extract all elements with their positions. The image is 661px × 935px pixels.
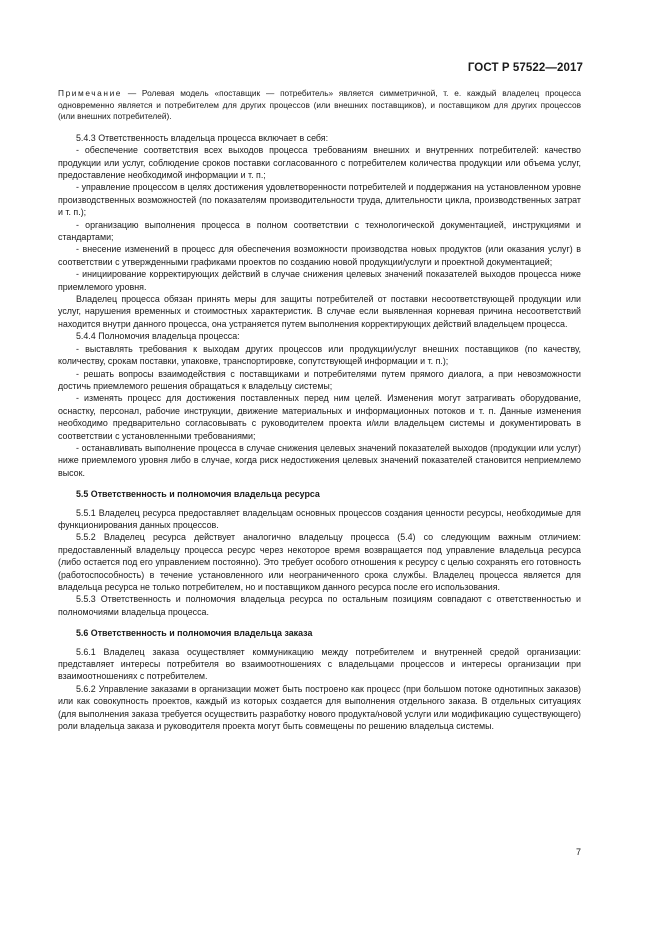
- note-text: — Ролевая модель «поставщик — потребитель» является симметричной, т. е. каждый владелец процесса одновременно является и потребителем для других процессов (или внешних поставщиков), и поставщиком для других процессов (или внешних потребителей).: [58, 88, 581, 122]
- paragraph: 5.5.1 Владелец ресурса предоставляет владельцам основных процессов создания ценности ресурсы, необходимые для функционирования данных процессов.: [58, 507, 581, 530]
- list-item: - изменять процесс для достижения поставленных перед ним целей. Изменения могут затрагивать оборудование, оснастку, персонал, рабочие инструкции, движение материальных и информационных потоков и т. п. Данные изменения необходимо предварительно согласовывать с руководителем проекта и/или владельцем системы и документировать в соответствии с установленными требованиями;: [58, 393, 581, 441]
- list-item: - управление процессом в целях достижения удовлетворенности потребителей и поддержания на установленном уровне производственных возможностей (по показателям производительности труда, длительности цикла, производственных затрат и т. п.);: [58, 182, 581, 218]
- section-5-4-3-paragraph: Владелец процесса обязан принять меры для защиты потребителей от поставки несоответствующей продукции или услуг, нарушения временных и стоимостных характеристик. В случае если выявленная корневая причина несоответствий находится внутри данного процесса, она устраняется путем выполнения корректирующих действий владельцем процесса.: [58, 294, 581, 329]
- page-number: 7: [575, 847, 581, 857]
- paragraph: 5.5.3 Ответственность и полномочия владельца ресурса по остальным позициям совпадают с ответственностью и полномочиями владельца процесса.: [58, 594, 581, 617]
- document-body: [58, 88, 581, 732]
- list-item: - выставлять требования к выходам других процессов или продукции/услуг внешних поставщиков (по качеству, количеству, срокам поставки, упаковке, транспортировке, сопутствующей информации и т. п.);: [58, 343, 581, 367]
- section-5-5-heading: 5.5 Ответственность и полномочия владельца ресурса: [76, 489, 320, 500]
- spacer: [58, 479, 581, 488]
- paragraph: 5.6.2 Управление заказами в организации может быть построено как процесс (при большом потоке однотипных заказов) или как совокупность проектов, каждый из которых создается для выполнения отдельного заказа. В отдельных ситуациях (для выполнения заказа требуется осуществить разработку нового продукта/новой услуги или модификацию существующего) роли владельца заказа и руководителя проекта могут быть совмещены по решению владельца системы.: [58, 683, 581, 732]
- paragraph: 5.5.2 Владелец ресурса действует аналогично владельцу процесса (5.4) со следующим важным отличием: предоставленный владельцу процесса ресурс через некоторое время возвращается под управление владельца ресурса (либо остается под его управлением постоянно). Это требует особого отношения к ресурсу с целью сохранять его готовность (работоспособность) в течение установленного или неограниченного срока службы. Владелец процесса является для владельца ресурса не только потребителем, но и поставщиком данного ресурса после его использования.: [58, 532, 581, 592]
- list-item: - останавливать выполнение процесса в случае снижения целевых значений показателей выходов (продукции или услуг) ниже приемлемого уровня либо в случае, когда риск недостижения целевых значений показателей становится неприемлемо высок.: [58, 442, 581, 478]
- note-label: Примечание: [58, 88, 123, 98]
- note: [58, 88, 581, 123]
- spacer: [58, 618, 581, 627]
- standard-number: ГОСТ Р 57522—2017: [467, 62, 583, 74]
- list-item: - решать вопросы взаимодействия с поставщиками и потребителями путем прямого диалога, а при невозможности достичь приемлемого решения обращаться к владельцу системы;: [58, 368, 581, 391]
- section-5-4-3-intro: 5.4.3 Ответственность владельца процесса включает в себя:: [76, 132, 329, 143]
- section-5-4-4-intro: 5.4.4 Полномочия владельца процесса:: [76, 331, 240, 342]
- list-item: - обеспечение соответствия всех выходов процесса требованиям внешних и внутренних потребителей: качество продукции или услуг, соблюдение сроков поставки согласованного с потребителем количества продукции или объема услуг, предоставление необходимой информации и т. п.;: [58, 145, 581, 180]
- section-5-6-heading: 5.6 Ответственность и полномочия владельца заказа: [76, 628, 313, 639]
- list-item: - инициирование корректирующих действий в случае снижения целевых значений показателей выходов процесса ниже приемлемого уровня.: [58, 269, 581, 292]
- list-item: - организацию выполнения процесса в полном соответствии с технологической документацией, инструкциями и стандартами;: [58, 219, 581, 243]
- paragraph: 5.6.1 Владелец заказа осуществляет коммуникацию между потребителем и внутренней средой организации: представляет интересы потребителя во взаимоотношениях с владельцами процессов и интересы организации при взаимоотношениях с потребителем.: [58, 646, 581, 682]
- list-item: - внесение изменений в процесс для обеспечения возможности производства новых продуктов (или оказания услуг) в соответствии с утвержденными графиками проектов по созданию новой продукции/услуги и проектной документацией;: [58, 244, 581, 267]
